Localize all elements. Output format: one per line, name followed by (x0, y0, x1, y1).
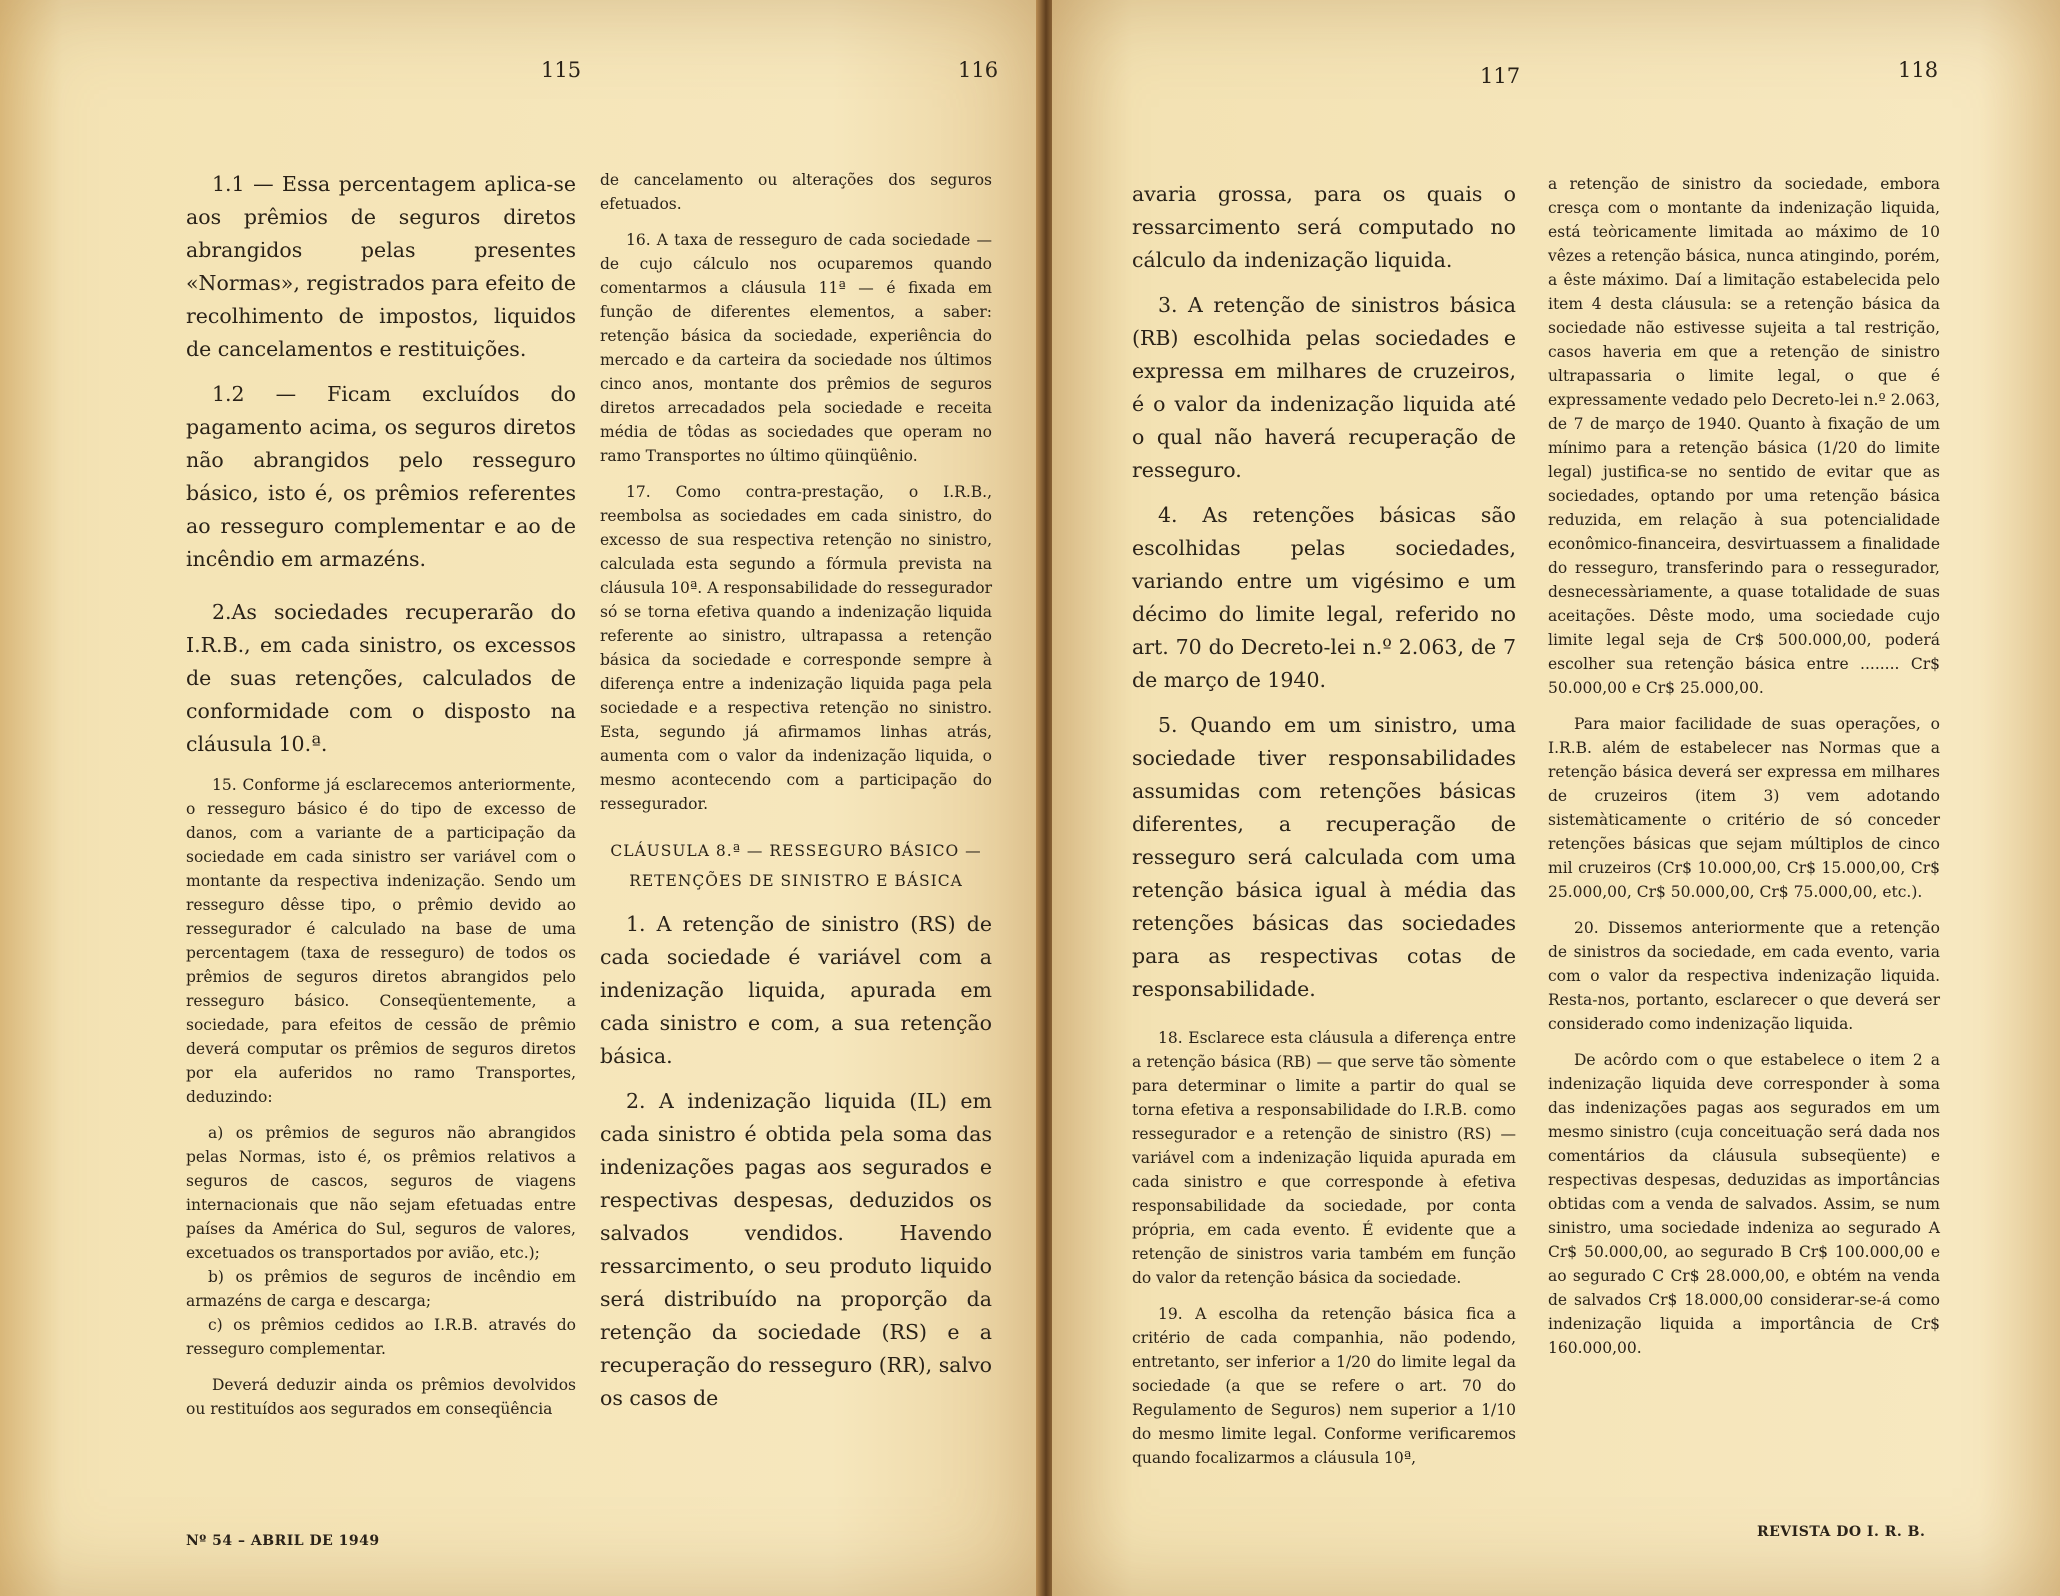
page-number-116: 116 (958, 58, 999, 82)
column-page-116 (600, 168, 992, 1415)
column-page-118 (1548, 172, 1940, 1360)
paragraph-continued: de cancelamento ou alterações dos seguros efetuados. (600, 171, 992, 213)
right-page (1052, 0, 2060, 1596)
clause-item-2: 2. A indenização liquida (IL) em cada sinistro é obtida pela soma das indenizações pagas aos segurados e respectivas despesas, deduzidos os salvados vendidos. Havendo ressarcimento, o seu produto liquido será distribuído na proporção da retenção da sociedade (RS) e a recuperação do resseguro (RR), salvo os casos de (600, 1089, 992, 1410)
paragraph-1-1: 1.1 — Essa percentagem aplica-se aos prêmios de seguros diretos abrangidos pelas presentes «Normas», registrados para efeito de recolhimento de impostos, liquidos de cancelamentos e restituições. (186, 172, 576, 361)
paragraph-16: 16. A taxa de resseguro de cada sociedade — de cujo cálculo nos ocuparemos quando comentarmos a cláusula 11ª — é fixada em função de diferentes elementos, a saber: retenção básica da sociedade, experiência do mercado e da carteira da sociedade nos últimos cinco anos, montante dos prêmios de seguros diretos arrecadados pela sociedade e receita média de tôdas as sociedades que operam no ramo Transportes no último qüinqüênio. (600, 231, 992, 465)
paragraph-15-a: a) os prêmios de seguros não abrangidos pelas Normas, isto é, os prêmios relativos a seguros de cascos, seguros de viagens internacionais que não sejam efetuadas entre países da América do Sul, seguros de valores, excetuados os transportados por avião, etc.); (186, 1124, 576, 1262)
page-number-117: 117 (1480, 64, 1521, 88)
paragraph-19: 19. A escolha da retenção básica fica a critério de cada companhia, não podendo, entretanto, ser inferior a 1/20 do limite legal da sociedade (a que se refere o art. 70 do Regulamento de Seguros) nem superior a 1/10 do mesmo limite legal. Conforme verificaremos quando focalizarmos a cláusula 10ª, (1132, 1305, 1516, 1467)
paragraph-operations: Para maior facilidade de suas operações, o I.R.B. além de estabelecer nas Normas que a retenção básica deverá ser expressa em milhares de cruzeiros (item 3) vem adotando sistemàticamente o critério de só conceder retenções básicas que sejam múltiplos de cinco mil cruzeiros (Cr$ 10.000,00, Cr$ 15.000,00, Cr$ 25.000,00, Cr$ 50.000,00, Cr$ 75.000,00, etc.). (1548, 715, 1940, 901)
clause-item-3: 3. A retenção de sinistros básica (RB) escolhida pelas sociedades e expressa em milhares de cruzeiros, é o valor da indenização liquida até o qual não haverá recuperação de resseguro. (1132, 293, 1516, 482)
paragraph-15-b: b) os prêmios de seguros de incêndio em armazéns de carga e descarga; (186, 1268, 576, 1310)
paragraph-15-c: c) os prêmios cedidos ao I.R.B. através do resseguro complementar. (186, 1316, 576, 1358)
column-page-117 (1132, 178, 1516, 1470)
paragraph-20: 20. Dissemos anteriormente que a retenção de sinistros da sociedade, em cada evento, varia com o valor da respectiva indenização liquida. Resta-nos, portanto, esclarecer o que deverá ser considerado como indenização liquida. (1548, 919, 1940, 1033)
footer-issue: Nº 54 – ABRIL DE 1949 (186, 1533, 380, 1549)
footer-journal: REVISTA DO I. R. B. (1757, 1524, 1926, 1540)
paragraph-example: De acôrdo com o que estabelece o item 2 a indenização liquida deve corresponder à soma das indenizações pagas aos segurados em um mesmo sinistro (cuja conceituação será dada nos comentários da cláusula subseqüente) e respectivas despesas, deduzidas as importâncias obtidas com a venda de salvados. Assim, se num sinistro, uma sociedade indeniza ao segurado A Cr$ 50.000,00, ao segurado B Cr$ 100.000,00 e ao segurado C Cr$ 28.000,00, e obtém na venda de salvados Cr$ 18.000,00 considerar-se-á como indenização liquida a importância de Cr$ 160.000,00. (1548, 1051, 1940, 1357)
paragraph-15: 15. Conforme já esclarecemos anteriormente, o resseguro básico é do tipo de excesso de danos, com a variante de a participação da sociedade em cada sinistro ser variável com o montante da respectiva indenização. Sendo um resseguro dêsse tipo, o prêmio devido ao ressegurador é calculado na base de uma percentagem (taxa de resseguro) de todos os prêmios de seguros diretos abrangidos pelo resseguro básico. Conseqüentemente, a sociedade, para efeitos de cessão de prêmio deverá computar os prêmios de seguros diretos por ela auferidos no ramo Transportes, deduzindo: (186, 776, 576, 1106)
page-number-118: 118 (1898, 58, 1939, 82)
paragraph-1-2: 1.2 — Ficam excluídos do pagamento acima, os seguros diretos não abrangidos pelo resseguro básico, isto é, os prêmios referentes ao resseguro complementar e ao de incêndio em armazéns. (186, 382, 576, 571)
clause-heading-line-2: RETENÇÕES DE SINISTRO E BÁSICA (629, 872, 963, 890)
paragraph-18: 18. Esclarece esta cláusula a diferença entre a retenção básica (RB) — que serve tão sòmente para determinar o limite a partir do qual se torna efetiva a responsabilidade do I.R.B. como ressegurador e a retenção de sinistro (RS) — variável com a indenização liquida apurada em cada sinistro e que corresponde à efetiva responsabilidade da sociedade, por conta própria, em cada evento. É evidente que a retenção de sinistros varia também em função do valor da retenção básica da sociedade. (1132, 1029, 1516, 1287)
paragraph-continued-117: avaria grossa, para os quais o ressarcimento será computado no cálculo da indenização liquida. (1132, 182, 1516, 272)
paragraph-continued-118: a retenção de sinistro da sociedade, embora cresça com o montante da indenização liquida, está teòricamente limitada ao máximo de 10 vêzes a retenção básica, nunca atingindo, porém, a êste máximo. Daí a limitação estabelecida pelo item 4 desta cláusula: se a retenção básica da sociedade não estivesse sujeita a tal restrição, casos haveria em que a retenção de sinistro ultrapassaria o limite legal, o que é expressamente vedado pelo Decreto-lei n.º 2.063, de 7 de março de 1940. Quanto à fixação de um mínimo para a retenção básica (1/20 do limite legal) justifica-se no sentido de evitar que as sociedades, optando por uma retenção básica reduzida, em relação à sua potencialidade econômico-financeira, desvirtuassem a finalidade do resseguro, transferindo para o ressegurador, desnecessàriamente, a quase totalidade de suas aceitações. Dêste modo, uma sociedade cujo limite legal seja de Cr$ 500.000,00, poderá escolher sua retenção básica entre ........ Cr$ 50.000,00 e Cr$ 25.000,00. (1548, 175, 1940, 697)
clause-item-5: 5. Quando em um sinistro, uma sociedade tiver responsabilidades assumidas com retenções básicas diferentes, a recuperação de resseguro será calculada com uma retenção básica igual à média das retenções básicas das sociedades para as respectivas cotas de responsabilidade. (1132, 713, 1516, 1001)
clause-item-4: 4. As retenções básicas são escolhidas pelas sociedades, variando entre um vigésimo e um décimo do limite legal, referido no art. 70 do Decreto-lei n.º 2.063, de 7 de março de 1940. (1132, 503, 1516, 692)
page-number-115: 115 (541, 58, 582, 82)
clause-item-1: 1. A retenção de sinistro (RS) de cada sociedade é variável com a indenização liquida, apurada em cada sinistro e com, a sua retenção básica. (600, 912, 992, 1068)
column-page-115 (186, 168, 576, 1421)
paragraph-15-end: Deverá deduzir ainda os prêmios devolvidos ou restituídos aos segurados em conseqüência (186, 1376, 576, 1418)
clause-heading-line-1: CLÁUSULA 8.ª — RESSEGURO BÁSICO — (610, 842, 982, 860)
paragraph-17: 17. Como contra-prestação, o I.R.B., reembolsa as sociedades em cada sinistro, do excesso de sua respectiva retenção no sinistro, calculada esta segundo a fórmula prevista na cláusula 10ª. A responsabilidade do ressegurador só se torna efetiva quando a indenização liquida referente ao sinistro, ultrapassa a retenção básica da sociedade e corresponde sempre à diferença entre a indenização liquida paga pela sociedade e a respectiva retenção no sinistro. Esta, segundo já afirmamos linhas atrás, aumenta com o valor da indenização liquida, o mesmo acontecendo com a participação do ressegurador. (600, 483, 992, 813)
paragraph-2: 2.As sociedades recuperarão do I.R.B., em cada sinistro, os excessos de suas retenções, calculados de conformidade com o disposto na cláusula 10.ª. (186, 600, 576, 756)
